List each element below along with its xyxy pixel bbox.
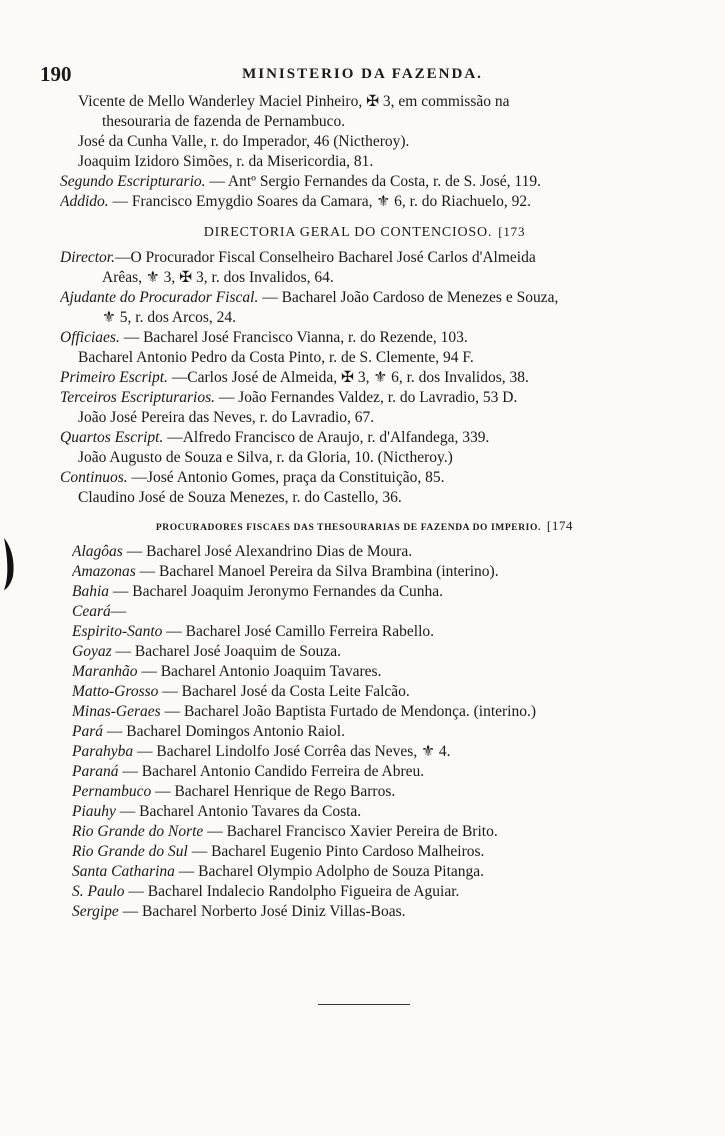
section-heading-procuradores: PROCURADORES FISCAES DAS THESOURARIAS DE FAZENDA DO IMPERIO. [174 bbox=[155, 518, 574, 533]
entry-line: Officiaes. — Bacharel José Francisco Vianna, r. do Rezende, 103. bbox=[60, 329, 468, 346]
entry-line: Ajudante do Procurador Fiscal. — Bacharel João Cardoso de Menezes e Souza, bbox=[60, 289, 559, 306]
province-entry: Amazonas — Bacharel Manoel Pereira da Silva Brambina (interino). bbox=[72, 563, 499, 580]
entry-line: Terceiros Escripturarios. — João Fernandes Valdez, r. do Lavradio, 53 D. bbox=[60, 389, 518, 406]
province-entry: Alagôas — Bacharel José Alexandrino Dias de Moura. bbox=[72, 543, 413, 560]
province-entry: Santa Catharina — Bacharel Olympio Adolpho de Souza Pitanga. bbox=[72, 863, 485, 880]
entry-line: Director.—O Procurador Fiscal Conselheiro Bacharel José Carlos d'Almeida bbox=[60, 249, 536, 266]
province-entry: S. Paulo — Bacharel Indalecio Randolpho Figueira de Aguiar. bbox=[72, 883, 460, 900]
binding-mark-icon bbox=[2, 536, 16, 592]
page-title: MINISTERIO DA FAZENDA. bbox=[242, 66, 483, 82]
province-entry: Maranhão — Bacharel Antonio Joaquim Tavares. bbox=[72, 663, 382, 680]
province-entry: Bahia — Bacharel Joaquim Jeronymo Fernandes da Cunha. bbox=[72, 583, 444, 600]
entry-line: João Augusto de Souza e Silva, r. da Gloria, 10. (Nictheroy.) bbox=[78, 449, 453, 466]
entry-line: thesouraria de fazenda de Pernambuco. bbox=[102, 113, 346, 130]
entry-line: João José Pereira das Neves, r. do Lavradio, 67. bbox=[78, 409, 375, 426]
entry-line: ⚜ 5, r. dos Arcos, 24. bbox=[102, 309, 237, 326]
province-entry: Matto-Grosso — Bacharel José da Costa Leite Falcão. bbox=[72, 683, 410, 700]
province-entry: Paraná — Bacharel Antonio Candido Ferreira de Abreu. bbox=[72, 763, 425, 780]
entry-line: Arêas, ⚜ 3, ✠ 3, r. dos Invalidos, 64. bbox=[102, 269, 334, 286]
entry-line: Segundo Escripturario. — Antº Sergio Fernandes da Costa, r. de S. José, 119. bbox=[60, 173, 541, 190]
entry-line: José da Cunha Valle, r. do Imperador, 46 (Nictheroy). bbox=[78, 133, 410, 150]
entry-line: Bacharel Antonio Pedro da Costa Pinto, r. de S. Clemente, 94 F. bbox=[78, 349, 474, 366]
province-entry: Rio Grande do Norte — Bacharel Francisco Xavier Pereira de Brito. bbox=[72, 823, 498, 840]
entry-line: Primeiro Escript. —Carlos José de Almeida, ✠ 3, ⚜ 6, r. dos Invalidos, 38. bbox=[60, 369, 529, 386]
province-entry: Espirito-Santo — Bacharel José Camillo Ferreira Rabello. bbox=[72, 623, 435, 640]
province-entry: Sergipe — Bacharel Norberto José Diniz Villas-Boas. bbox=[72, 903, 406, 920]
province-entry: Ceará— bbox=[72, 603, 127, 620]
province-entry: Pernambuco — Bacharel Henrique de Rego Barros. bbox=[72, 783, 396, 800]
entry-line: Claudino José de Souza Menezes, r. do Castello, 36. bbox=[78, 489, 402, 506]
entry-line: Addido. — Francisco Emygdio Soares da Camara, ⚜ 6, r. do Riachuelo, 92. bbox=[60, 193, 532, 210]
province-entry: Piauhy — Bacharel Antonio Tavares da Costa. bbox=[72, 803, 362, 820]
province-entry: Minas-Geraes — Bacharel João Baptista Furtado de Mendonça. (interino.) bbox=[72, 703, 537, 720]
province-entry: Pará — Bacharel Domingos Antonio Raiol. bbox=[72, 723, 345, 740]
entry-line: Joaquim Izidoro Simões, r. da Misericordia, 81. bbox=[78, 153, 374, 170]
entry-line: Vicente de Mello Wanderley Maciel Pinheiro, ✠ 3, em commissão na bbox=[78, 93, 510, 110]
page-number: 190 bbox=[40, 62, 72, 86]
page-header bbox=[40, 62, 685, 84]
province-entry: Goyaz — Bacharel José Joaquim de Souza. bbox=[72, 643, 342, 660]
entry-line: Continuos. —José Antonio Gomes, praça da Constituição, 85. bbox=[60, 469, 445, 486]
province-entry: Rio Grande do Sul — Bacharel Eugenio Pinto Cardoso Malheiros. bbox=[72, 843, 485, 860]
entry-line: Quartos Escript. —Alfredo Francisco de Araujo, r. d'Alfandega, 339. bbox=[60, 429, 490, 446]
section-heading-contencioso: DIRECTORIA GERAL DO CONTENCIOSO. [173 bbox=[203, 224, 526, 240]
province-entry: Parahyba — Bacharel Lindolfo José Corrêa das Neves, ⚜ 4. bbox=[72, 743, 451, 760]
closing-rule bbox=[318, 1004, 410, 1005]
